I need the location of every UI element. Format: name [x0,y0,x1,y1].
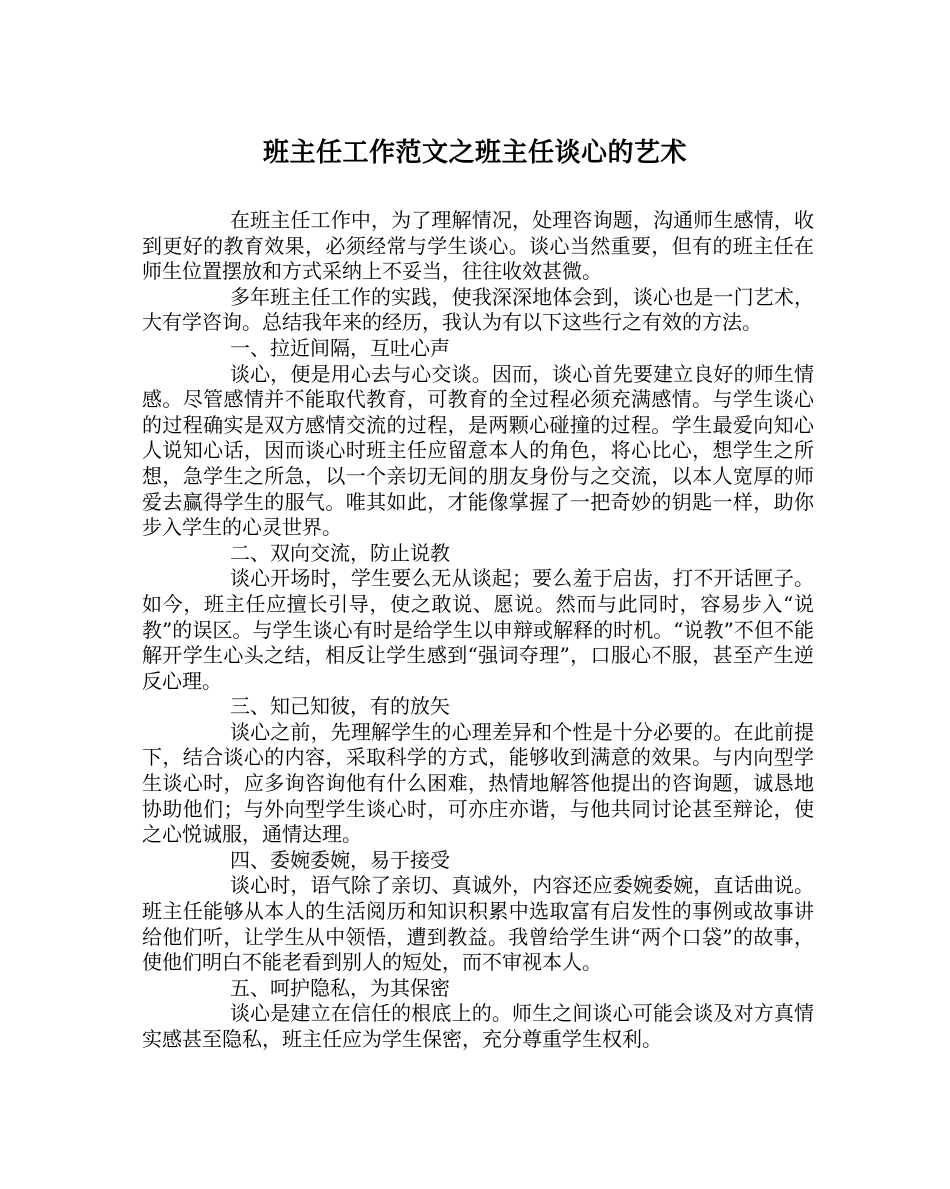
paragraph-section-4: 谈心时，语气除了亲切、真诚外，内容还应委婉委婉，直话曲说。班主任能够从本人的生活阅历和知识积累中选取富有启发性的事例或故事讲给他们听，让学生从中领悟，遭到教益。我曾给学生讲“两个口袋”的故事，使他们明白不能老看到别人的短处，而不审视本人。 [142,873,814,975]
section-heading-3: 三、知己知彼，有的放矢 [230,694,450,719]
paragraph-section-3: 谈心之前，先理解学生的心理差异和个性是十分必要的。在此前提下，结合谈心的内容，采取科学的方式，能够收到满意的效果。与内向型学生谈心时，应多询咨询他有什么困难，热情地解答他提出的咨询题，诚恳地协助他们；与外向型学生谈心时，可亦庄亦谐，与他共同讨论甚至辩论，使之心悦诚服，通情达理。 [142,719,814,847]
paragraph-section-5: 谈心是建立在信任的根底上的。师生之间谈心可能会谈及对方真情实感甚至隐私，班主任应为学生保密，充分尊重学生权利。 [142,1001,814,1051]
section-heading-5: 五、呵护隐私，为其保密 [230,975,450,1000]
section-heading-2: 二、双向交流，防止说教 [230,540,450,565]
paragraph-intro-2: 多年班主任工作的实践，使我深深地体会到，谈心也是一门艺术，大有学咨询。总结我年来的经历，我认为有以下这些行之有效的方法。 [142,284,814,335]
section-heading-1: 一、拉近间隔，互吐心声 [230,335,450,360]
document-title: 班主任工作范文之班主任谈心的艺术 [262,138,687,168]
document-body [142,208,814,1053]
paragraph-section-2: 谈心开场时，学生要么无从谈起；要么羞于启齿，打不开话匣子。如今，班主任应擅长引导，使之敢说、愿说。然而与此同时，容易步入“说教”的误区。与学生谈心有时是给学生以申辩或解释的时机。“说教”不但不能解开学生心头之结，相反让学生感到“强词夺理”，口服心不服，甚至产生逆反心理。 [142,566,814,693]
paragraph-section-1: 谈心，便是用心去与心交谈。因而，谈心首先要建立良好的师生情感。尽管感情并不能取代教育，可教育的全过程必须充满感情。与学生谈心的过程确实是双方感情交流的过程，是两颗心碰撞的过程。学生最爱向知心人说知心话，因而谈心时班主任应留意本人的角色，将心比心，想学生之所想，急学生之所急，以一个亲切无间的朋友身份与之交流，以本人宽厚的师爱去赢得学生的服气。唯其如此，才能像掌握了一把奇妙的钥匙一样，助你步入学生的心灵世界。 [142,361,814,540]
section-heading-4: 四、委婉委婉，易于接受 [230,847,450,872]
paragraph-intro-1: 在班主任工作中，为了理解情况，处理咨询题，沟通师生感情，收到更好的教育效果，必须经常与学生谈心。谈心当然重要，但有的班主任在师生位置摆放和方式采纳上不妥当，往往收效甚微。 [142,208,814,284]
